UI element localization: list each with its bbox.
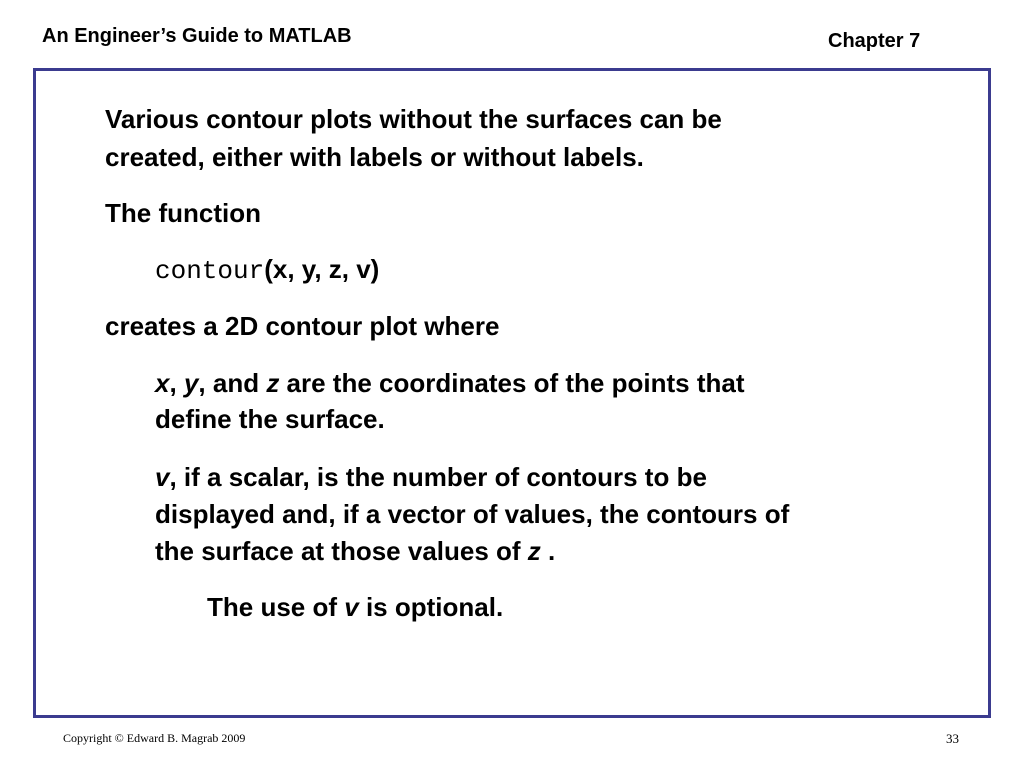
var-v: v: [155, 462, 170, 492]
creates-line: creates a 2D contour plot where: [105, 311, 500, 341]
page-number: 33: [946, 731, 959, 746]
sep-2: , and: [198, 368, 260, 398]
chapter-label: Chapter 7: [828, 30, 921, 52]
v-desc-end: .: [540, 536, 556, 566]
xyz-line-2: define the surface.: [155, 404, 385, 434]
var-x: x: [155, 368, 170, 398]
intro-line-1: Various contour plots without the surfaces can be: [105, 104, 722, 134]
var-z: z: [266, 368, 280, 398]
code-function-name: contour: [155, 256, 265, 286]
book-title: An Engineer’s Guide to MATLAB: [42, 25, 352, 47]
code-function-args: (x, y, z, v): [264, 254, 380, 284]
var-v-2: v: [344, 592, 359, 622]
v-line-2: displayed and, if a vector of values, the contours of: [155, 499, 790, 529]
var-z-2: z: [527, 536, 541, 566]
optional-suffix: is optional.: [365, 592, 504, 622]
function-intro: The function: [105, 198, 261, 228]
intro-line-2: created, either with labels or without labels.: [105, 142, 644, 172]
xyz-line-1: [155, 365, 744, 401]
sep-1: ,: [169, 368, 177, 398]
optional-line: [207, 589, 503, 625]
v-desc-1: , if a scalar, is the number of contours to be: [169, 462, 707, 492]
optional-prefix: The use of: [207, 592, 338, 622]
xyz-desc-1: are the coordinates of the points that: [286, 368, 745, 398]
var-y: y: [183, 368, 199, 398]
v-line-1: [155, 459, 707, 495]
footer-copyright: Copyright © Edward B. Magrab 2009: [63, 731, 246, 745]
v-desc-3: the surface at those values of: [155, 536, 521, 566]
v-line-3: [155, 533, 555, 569]
code-line: [155, 251, 379, 289]
